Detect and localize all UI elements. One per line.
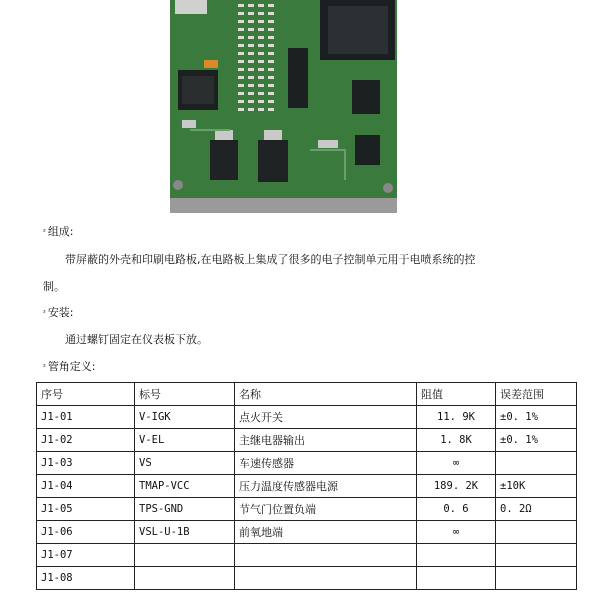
header-code: 标号 [135,383,235,406]
pin-definition-table [36,382,577,590]
table-row [37,475,577,498]
cell-resistance: ∞ [417,452,496,475]
cell-code [135,544,235,567]
installation-body: 通过螺钉固定在仪表板下放。 [65,333,208,346]
cell-name: 前氧地端 [235,521,417,544]
table-row [37,544,577,567]
cell-code: TMAP-VCC [135,475,235,498]
composition-heading-line [43,224,74,240]
cell-tolerance [496,452,577,475]
installation-heading-line [43,305,74,321]
cell-code [135,567,235,590]
cell-tolerance: ±0. 1% [496,429,577,452]
cell-resistance: 0. 6 [417,498,496,521]
installation-heading: 安装: [47,306,74,319]
header-tolerance: 误差范围 [496,383,577,406]
cell-name [235,567,417,590]
composition-body-line2: 制。 [43,280,65,293]
table-row [37,567,577,590]
header-index: 序号 [37,383,135,406]
cell-tolerance: ±10K [496,475,577,498]
cell-code: VS [135,452,235,475]
bullet-mark: ² [43,363,46,371]
header-name: 名称 [235,383,417,406]
cell-index: J1-07 [37,544,135,567]
cell-name [235,544,417,567]
cell-resistance: 189. 2K [417,475,496,498]
bullet-mark: ² [43,309,46,317]
cell-tolerance [496,544,577,567]
cell-name: 点火开关 [235,406,417,429]
cell-resistance [417,544,496,567]
pin-definition-heading: 管角定义: [47,360,96,373]
cell-index: J1-04 [37,475,135,498]
cell-tolerance [496,521,577,544]
cell-resistance: 1. 8K [417,429,496,452]
composition-body-line1: 带屏蔽的外壳和印刷电路板,在电路板上集成了很多的电子控制单元用于电喷系统的控 [65,253,476,266]
cell-name: 压力温度传感器电源 [235,475,417,498]
cell-name: 车速传感器 [235,452,417,475]
cell-name: 主继电器输出 [235,429,417,452]
cell-index: J1-05 [37,498,135,521]
cell-code: V-EL [135,429,235,452]
table-row [37,429,577,452]
bullet-mark: ² [43,228,46,236]
cell-index: J1-01 [37,406,135,429]
table-row [37,521,577,544]
cell-tolerance: 0. 2Ω [496,498,577,521]
cell-index: J1-06 [37,521,135,544]
cell-tolerance: ±0. 1% [496,406,577,429]
cell-code: V-IGK [135,406,235,429]
cell-tolerance [496,567,577,590]
table-row [37,406,577,429]
cell-index: J1-08 [37,567,135,590]
cell-index: J1-02 [37,429,135,452]
pin-definition-heading-line [43,359,96,375]
cell-index: J1-03 [37,452,135,475]
table-row [37,498,577,521]
cell-resistance: ∞ [417,521,496,544]
cell-resistance [417,567,496,590]
cell-resistance: 11. 9K [417,406,496,429]
cell-code: TPS-GND [135,498,235,521]
circuit-board-photo [170,0,397,213]
cell-name: 节气门位置负端 [235,498,417,521]
table-row [37,452,577,475]
header-resistance: 阻值 [417,383,496,406]
composition-heading: 组成: [47,225,74,238]
table-header-row [37,383,577,406]
cell-code: VSL-U-1B [135,521,235,544]
